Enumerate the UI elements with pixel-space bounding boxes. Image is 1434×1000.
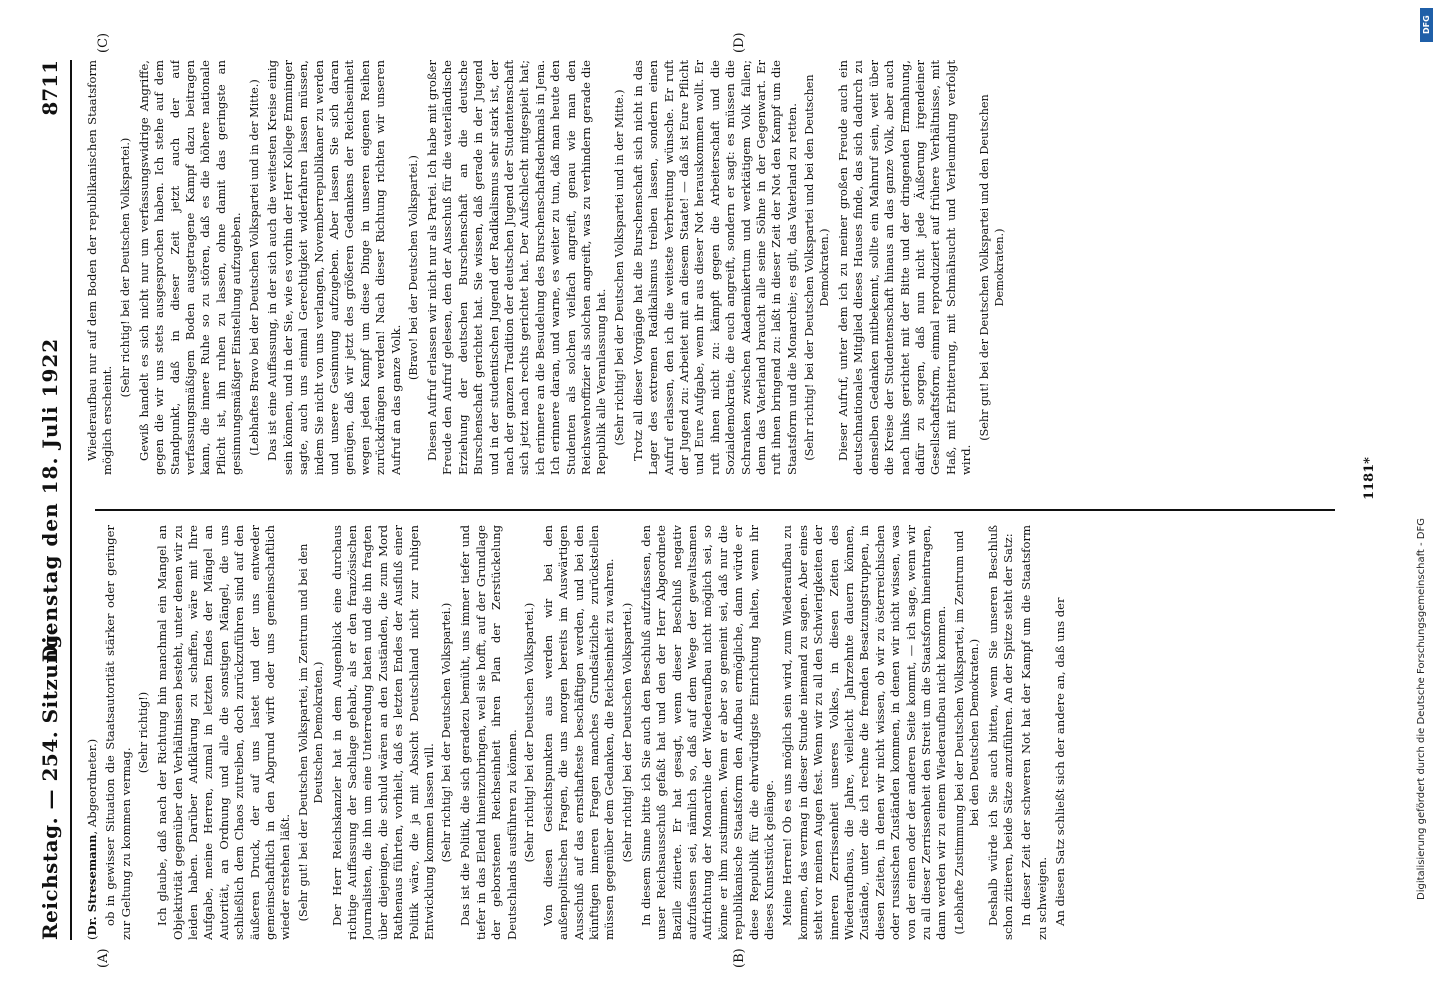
paragraph: Von diesen Gesichtspunkten aus werden wir bei den außenpolitischen Fragen, die uns morgen bereits im Auswärtigen Ausschuß auf das ernsthafteste beschäftigen werden, und bei den künftigen inneren Fragen manches Grundsätzliche zurückstellen müssen gegenüber dem Gedanken, die Reichseinheit zu wahren. bbox=[540, 525, 617, 940]
paragraph: An diesen Satz schließt sich der andere an, daß uns der bbox=[1053, 597, 1068, 926]
reaction-note: (Lebhafte Zustimmung bei der Deutschen Volkspartei, im Zentrum und bei den Deutschen Demokraten.) bbox=[952, 530, 981, 935]
left-column bbox=[85, 525, 1345, 940]
paragraph: In diesem Sinne bitte ich Sie auch den Beschluß aufzufassen, den unser Reichsausschuß gefaßt hat und den der Herr Abgeordnete Bazille zitierte. Er hat gesagt, wenn dieser Beschluß negativ aufzufassen sei, nämlich so, daß auf dem Wege der gewaltsamen Aufrichtung der Monarchie der Wiederaufbau nicht möglich sei, so könne er ihm zustimmen. Wenn er aber so gemeint sei, daß nur die republikanische Staatsform den Aufbau ermögliche, dann würde er diese Republik für die ehrwürdigste Einrichtung halten, wenn ihr dieses Kunststück gelänge. bbox=[638, 525, 776, 940]
reaction-note: (Sehr gut! bei der Deutschen Volkspartei, im Zentrum und bei den Deutschen Demokraten.) bbox=[296, 543, 325, 922]
paragraph: ob in gewisser Situation die Staatsautorität stärker oder geringer zur Geltung zu kommen vermag. bbox=[103, 525, 133, 940]
header-date: Dienstag den 18. Juli 1922 bbox=[38, 337, 62, 663]
page-number: 8711 bbox=[38, 60, 62, 116]
page-header bbox=[10, 60, 72, 940]
margin-mark-c: (C) bbox=[96, 32, 111, 53]
header-title: Reichstag. — 254. Sitzung. bbox=[38, 626, 62, 940]
speaker-role: Abgeordneter. bbox=[85, 743, 99, 828]
paragraph: Gewiß handelt es sich nicht nur um verfassungswidrige Angriffe, gegen die wir uns stets ausgesprochen haben. Ich stehe auf dem Standpunkt, daß in dieser Zeit jetzt auch der auf verfassungsmäßigem Boden ausgetragene Kampf dazu beitragen kann, die innere Ruhe so zu stören, daß es die höhere nationale Pflicht ist, ihn ruhen zu lassen, ohne damit das geringste an gesinnungsmäßiger Einstellung aufzugeben. bbox=[136, 60, 244, 475]
reaction-note: (Sehr richtig! bei der Deutschen Volkspartei.) bbox=[118, 137, 132, 398]
paragraph: Wiederaufbau nur auf dem Boden der republikanischen Staatsform möglich erscheint. bbox=[85, 60, 115, 475]
reaction-note: (Bravo! bei der Deutschen Volkspartei.) bbox=[407, 155, 421, 380]
reaction-note: (Sehr richtig! bei der Deutschen Volkspartei.) bbox=[440, 602, 454, 863]
right-column bbox=[85, 60, 1345, 475]
reaction-note: (Lebhaftes Bravo bei der Deutschen Volkspartei und in der Mitte.) bbox=[247, 79, 261, 456]
reaction-note: (Sehr richtig! bei der Deutschen Volkspartei und bei den Deutschen Demokraten.) bbox=[803, 74, 832, 461]
paragraph: Meine Herren! Ob es uns möglich sein wird, zum Wiederaufbau zu kommen, das vermag in dieser Stunde niemand zu sagen. Aber eines steht vor meinen Augen fest. Wenn wir zu all den Schwierigkeiten der inneren Zerrissenheit unseres Volkes, in diesen Zeiten des Wiederaufbaus, die Jahre, vielleicht Jahrzehnte dauern können, Zustände, unter die ich rechne die fremden Besatzungstruppen, in diesen Zeiten, in denen wir nicht wissen, ob wir zu österreichischen oder russischen Zuständen kommen, in denen wir nicht wissen, was von der einen oder der anderen Seite kommt, — ich sage, wenn wir zu all dieser Zerrissenheit den Streit um die Staatsform hineintragen, dann werden wir zu einem Wiederaufbau nicht kommen. bbox=[780, 525, 949, 940]
margin-mark-d: (D) bbox=[732, 32, 747, 53]
reaction-note: (Sehr gut! bei der Deutschen Volkspartei und den Deutschen Demokraten.) bbox=[977, 94, 1006, 441]
paragraph: Trotz all dieser Vorgänge hat die Burschenschaft sich nicht in das Lager des extremen Radikalismus treiben lassen, sondern einen Aufruf erlassen, den ich die weiteste Verbreitung wünsche. Er ruft der Jugend zu: Arbeitet mit an diesem Staate! — daß ist Eure Pflicht und Eure Aufgabe, wenn ihr aus dieser Not herauskommen wollt. Er ruft ihnen nicht zu: kämpft gegen die Arbeiterschaft und die Sozialdemokratie, die euch angreift, sondern er sagt: es müssen die Schranken zwischen Akademikertum und werktätigem Volk fallen; denn das Vaterland braucht alle seine Söhne in der Gegenwart. Er ruft ihnen bringend zu: laßt in dieser Zeit der Not den Kampf um die Staatsform und die Monarchie; es gilt, das Vaterland zu retten. bbox=[630, 60, 799, 475]
speaker-name: Dr. Stresemann bbox=[85, 834, 99, 936]
paragraph: Diesen Aufruf erlassen wir nicht nur als Partei. Ich habe mit großer Freude den Aufruf gelesen, den der Ausschuß für die vaterländische Erziehung der deutschen Burschenschaft an die deutsche Burschenschaft gerichtet hat. Sie wissen, daß gerade in der Jugend und in der studentischen Jugend der Radikalismus sehr stark ist, der nach der ganzen Tradition der deutschen Jugend der Studentenschaft sich jetzt nach rechts gerichtet hat. Der Aufschlecht mitgespielt hat; ich erinnere an die Besudelung des Burschenschaftsdenkmals in Jena. Ich erinnere daran, und warne, es weiter zu tun, daß man heute den Studenten als solchen vielfach angreift, genau wie man den Reichswehroffizier als solchen angreift, was zu verhindern gerade die Republik alle Veranlassung hat. bbox=[424, 60, 609, 475]
paragraph: Der Herr Reichskanzler hat in dem Augenblick eine durchaus richtige Auffassung der Sachlage gehabt, als er den französischen Journalisten, die ihn um eine Unterredung baten und die ihn fragten über diejenigen, die schuld wären an den Zuständen, die zum Mord Rathenaus führten, vorhielt, daß es letzten Endes der Ausfluß einer Politik wäre, die ja mit Absicht Deutschland nicht zur ruhigen Entwicklung kommen lassen will. bbox=[329, 525, 436, 940]
reaction-note: (Sehr richtig! bei der Deutschen Volkspartei und in der Mitte.) bbox=[612, 89, 626, 446]
margin-mark-b: (B) bbox=[732, 948, 747, 968]
paragraph: In dieser Zeit der schweren Not hat der Kampf um die Staatsform zu schweigen. bbox=[1019, 525, 1049, 940]
signature-number: 1181* bbox=[1362, 457, 1377, 500]
speaker-line: (Dr. Stresemann, Abgeordneter.) bbox=[85, 738, 99, 940]
column-divider bbox=[95, 510, 1335, 512]
reaction-note: (Sehr richtig! bei der Deutschen Volkspartei.) bbox=[620, 602, 634, 863]
dfg-logo-icon: DFG bbox=[1420, 8, 1433, 42]
paragraph: Das ist eine Auffassung, in der sich auch die weitesten Kreise einig sein können, und in der Sie, wie es vorhin der Herr Kollege Emminger sagte, auch uns einmal Gerechtigkeit widerfahren lassen müssen, indem Sie nicht von uns verlangen, Novemberrepublikaner zu werden und unsere Gesinnung aufzugeben. Aber lassen Sie sich daran genügen, daß wir jetzt des größeren Gedankens der Reichseinheit wegen jeden Kampf um diese Dinge in unseren eigenen Reihen zurückdrängen werden! Nach dieser Richtung richten wir unseren Aufruf an das ganze Volk. bbox=[265, 60, 403, 475]
reaction-note: (Sehr richtig!) bbox=[137, 691, 151, 774]
paragraph: Das ist die Politik, die sich geradezu bemüht, uns immer tiefer und tiefer in das Elend hineinzubringen, weil sie hofft, auf der Grundlage der geborstenen Reichseinheit ihren Plan der Zerstückelung Deutschlands ausführen zu können. bbox=[458, 525, 519, 940]
reaction-note: (Sehr richtig! bei der Deutschen Volkspartei.) bbox=[522, 602, 536, 863]
paragraph: Deshalb würde ich Sie auch bitten, wenn Sie unseren Beschluß schon zitieren, beide Sätze anzuführen. An der Spitze steht der Satz: bbox=[985, 525, 1016, 940]
margin-mark-a: (A) bbox=[96, 948, 111, 968]
digitization-note: Digitalisierung gefördert durch die Deutsche Forschungsgemeinschaft - DFG bbox=[1416, 517, 1427, 900]
paragraph: Ich glaube, daß nach der Richtung hin manchmal ein Mangel an Objektivität gegenüber den Verhältnissen besteht, unter denen wir zu leiden haben. Darüber Aufklärung zu schaffen, wäre mit Ihre Aufgabe, meine Herren, zumal in letzten Endes der Mängel an Autorität, an Ordnung und alle die sonstigen Mängel, die uns schließlich dem Chaos zutreiben, doch zurückzuführen sind auf den äußeren Druck, der auf uns lastet und der uns entweder gemeinschaftlich in den Abgrund wirft oder uns gemeinschaftlich wieder erstehen läßt. bbox=[155, 525, 293, 940]
paragraph: Dieser Aufruf, unter dem ich zu meiner großen Freude auch ein deutschnationales Mitglied dieses Hauses finde, das sich dadurch zu denselben Gedanken mitbekennt, sollte ein Mahnruf sein, weit über die Kreise der Studentenschaft hinaus an das ganze Volk, aber auch nach links gerichtet mit der Bitte und der dringenden Ermahnung, dafür zu sorgen, daß nun nicht jede Äußerung irgendeiner Gesellschaftsform, einmal reproduziert auf frühere Verhältnisse, mit Haß, mit Erbitterung, mit Schmähsucht und Verleumdung verfolgt wird. bbox=[836, 60, 974, 475]
